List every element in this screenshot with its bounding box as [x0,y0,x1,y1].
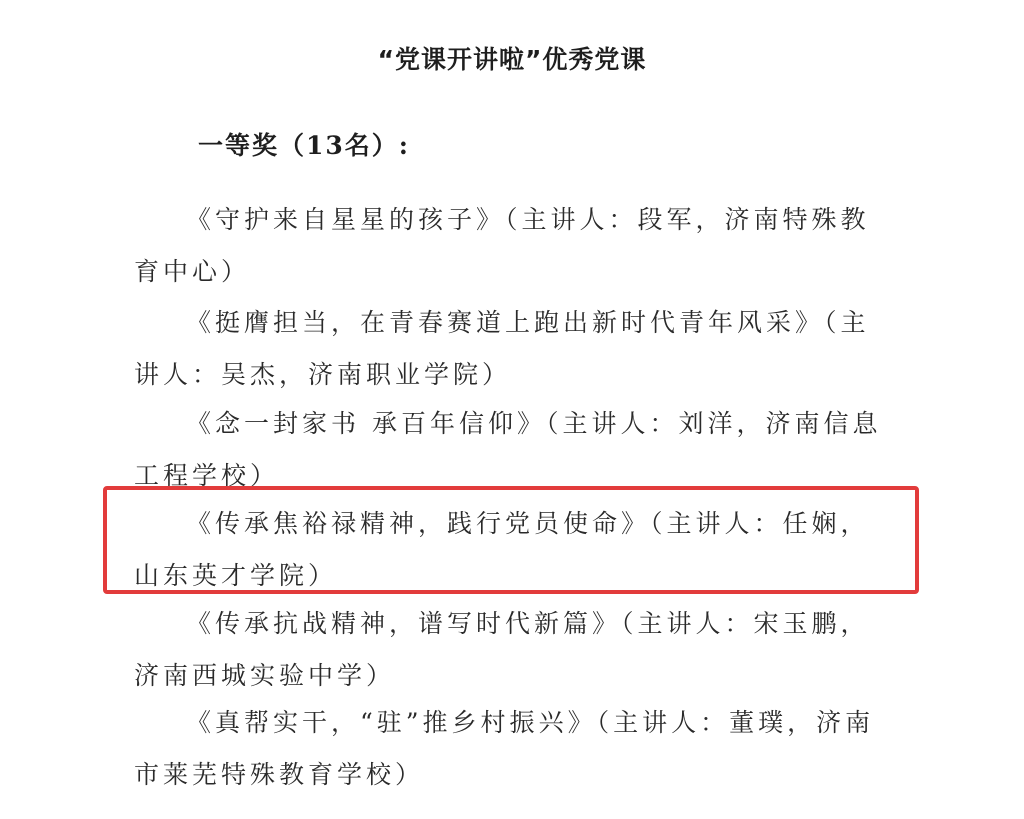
highlight-box [103,486,919,594]
award-entry: 《传承抗战精神，谱写时代新篇》（主讲人：宋玉鹏，济南西城实验中学） [134,609,870,690]
document-title: “党课开讲啦”优秀党课 [377,45,647,74]
award-entry: 《真帮实干，“驻”推乡村振兴》（主讲人：董璞，济南市莱芜特殊教育学校） [134,708,875,789]
award-entry: 《念一封家书 承百年信仰》（主讲人：刘洋，济南信息工程学校） [134,409,882,490]
award-entry-highlighted: 《传承焦裕禄精神，践行党员使命》（主讲人：任娴，山东英才学院） [134,509,870,590]
award-entry: 《守护来自星星的孩子》（主讲人：段军，济南特殊教育中心） [134,205,870,286]
section-heading: 一等奖（13名）: [198,131,411,160]
award-entry: 《挺膺担当，在青春赛道上跑出新时代青年风采》（主讲人：吴杰，济南职业学院） [134,308,870,389]
